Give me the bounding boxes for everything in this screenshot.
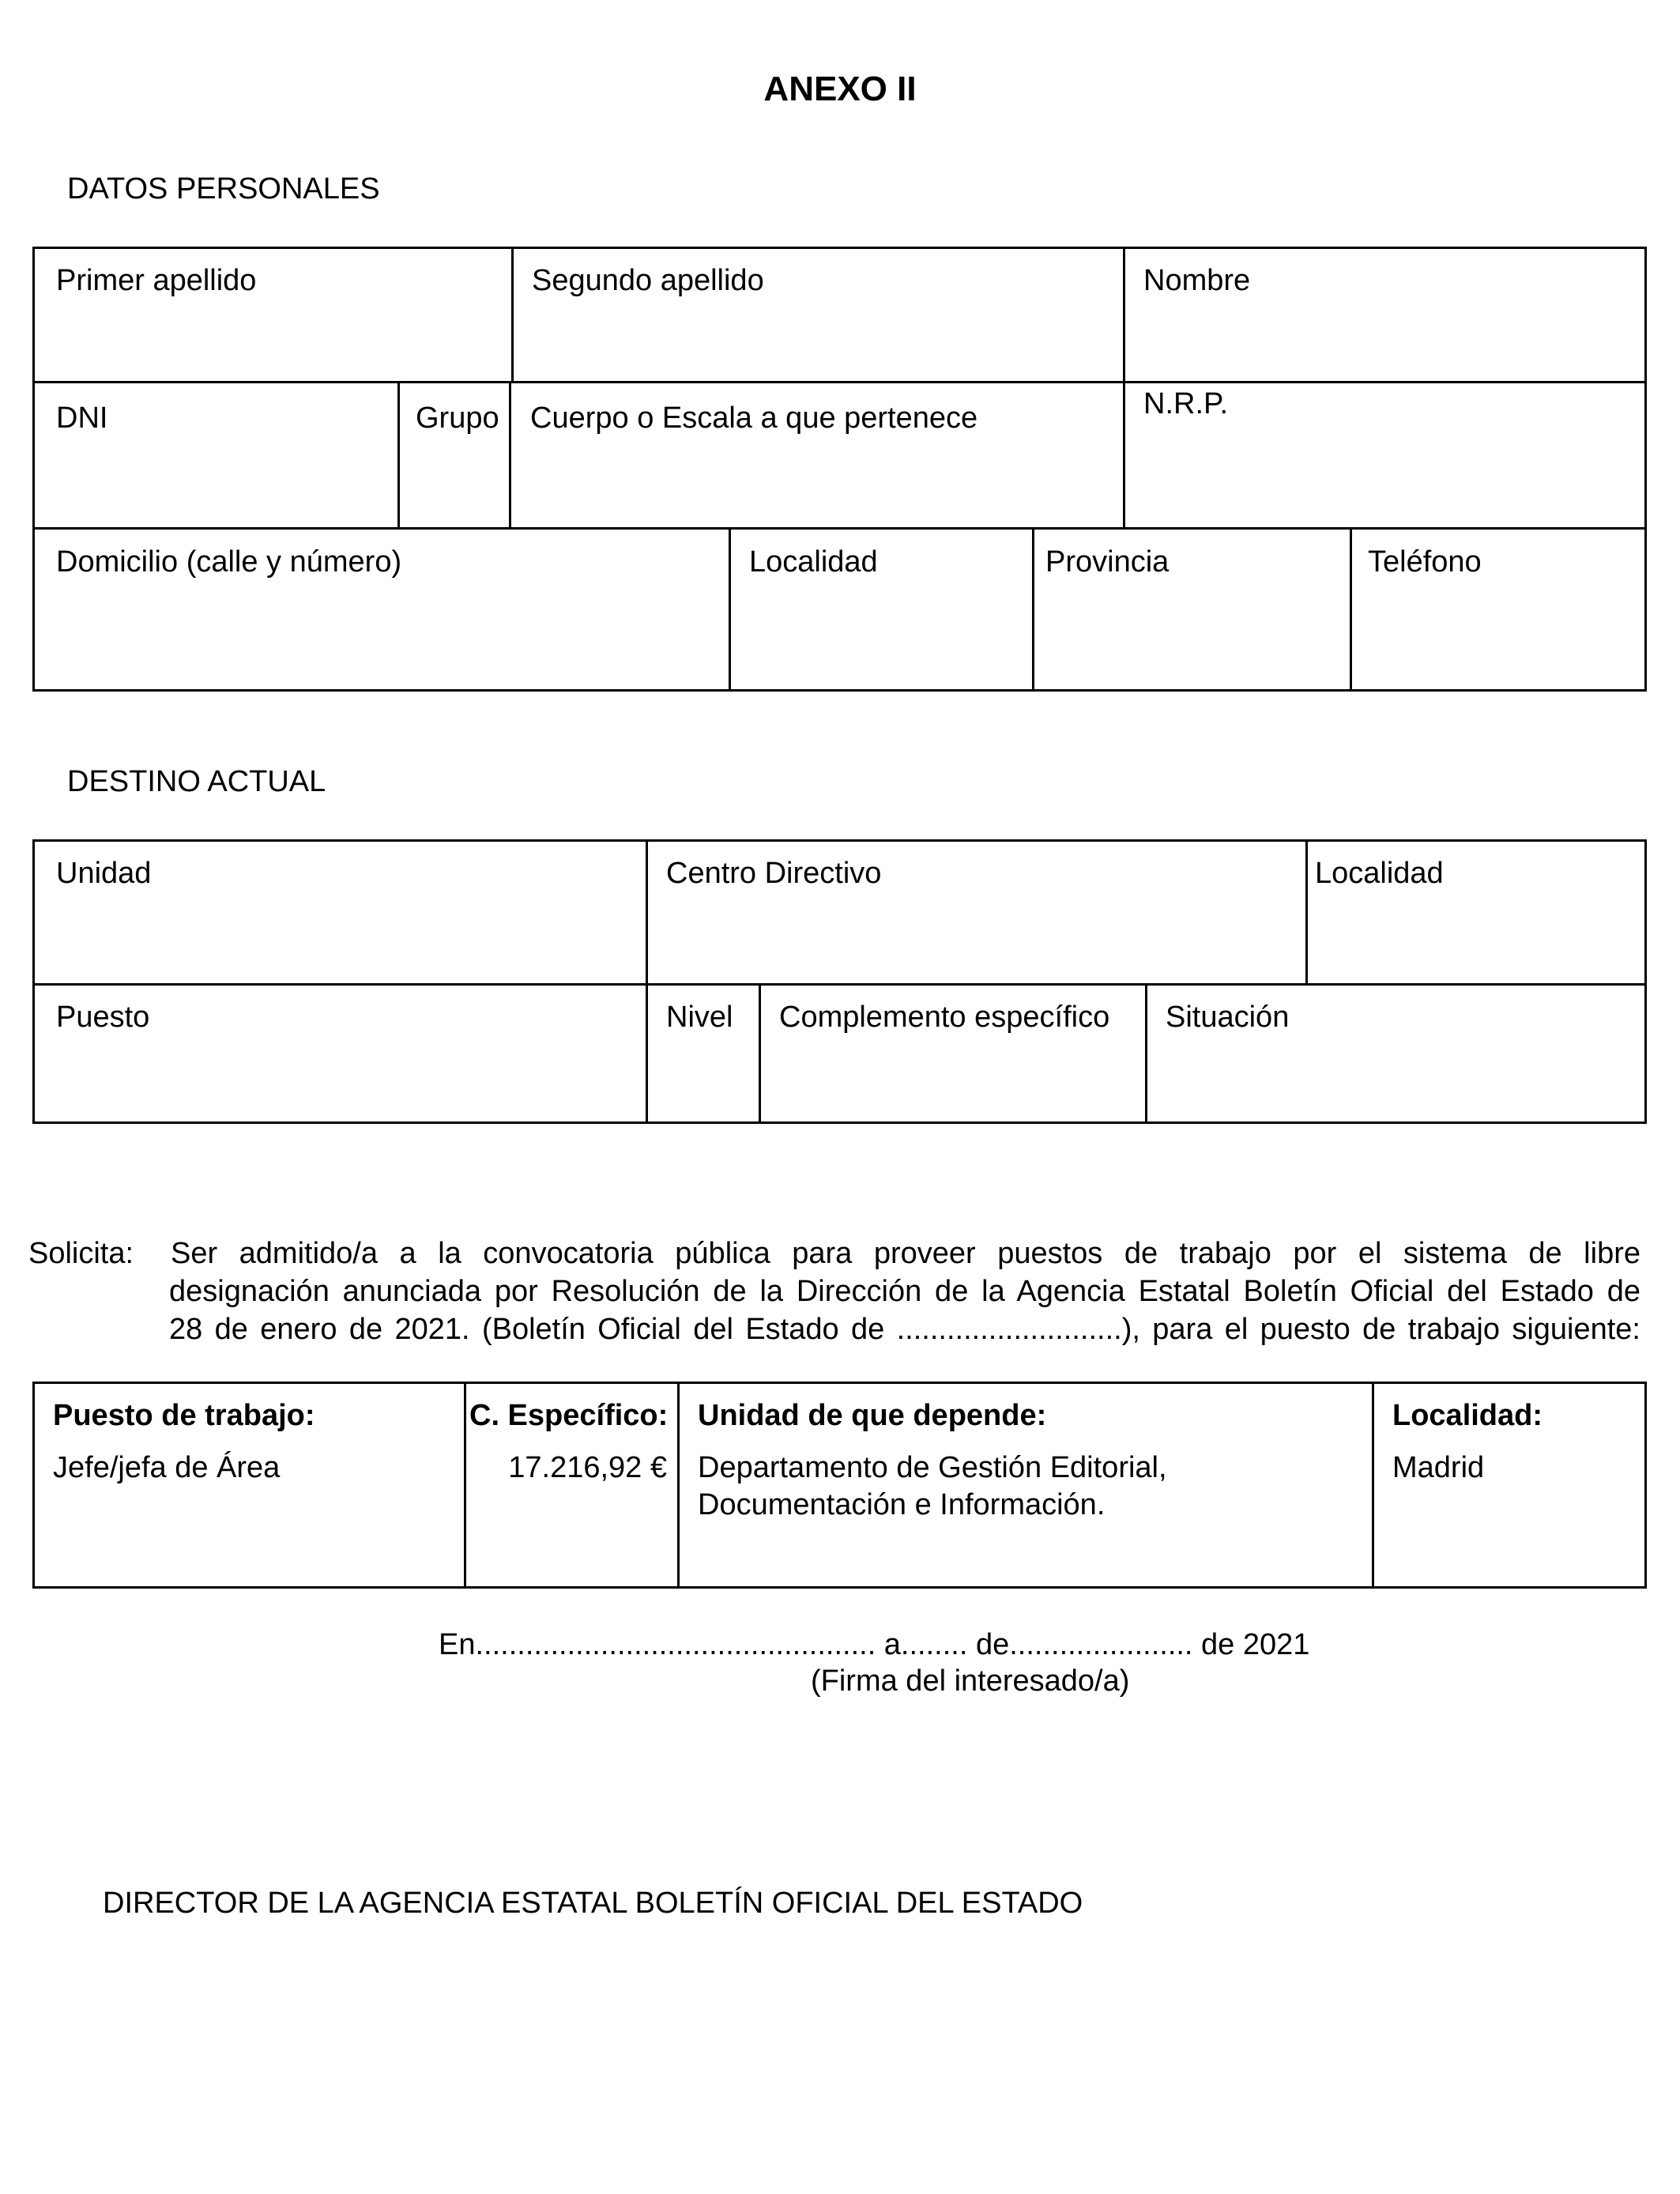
solicita-line-1: Ser admitido/a a la convocatoria pública para proveer puestos de trabajo por el sistema de libre <box>171 1237 1640 1270</box>
solicita-label: Solicita: <box>28 1237 134 1270</box>
field-dni[interactable]: DNI <box>56 401 108 435</box>
table-rule <box>1145 983 1147 1124</box>
field-unidad[interactable]: Unidad <box>56 857 152 890</box>
field-localidad[interactable]: Localidad <box>749 545 878 579</box>
header-c-especifico: C. Específico: <box>469 1399 669 1432</box>
table-rule <box>1305 839 1308 985</box>
field-complemento-especifico[interactable]: Complemento específico <box>779 1001 1110 1034</box>
table-rule <box>677 1382 680 1589</box>
director-addressee: DIRECTOR DE LA AGENCIA ESTATAL BOLETÍN OFICIAL DEL ESTADO <box>103 1887 1083 1920</box>
table-rule <box>759 983 761 1124</box>
table-rule <box>729 527 731 692</box>
table-rule <box>1032 527 1034 692</box>
table-rule <box>32 381 1647 383</box>
table-rule <box>1123 247 1125 529</box>
value-unidad-line-1: Departamento de Gestión Editorial, <box>698 1451 1167 1484</box>
header-localidad: Localidad: <box>1392 1399 1543 1432</box>
field-segundo-apellido[interactable]: Segundo apellido <box>532 264 764 297</box>
table-rule <box>464 1382 466 1589</box>
header-unidad-depende: Unidad de que depende: <box>698 1399 1047 1432</box>
table-rule <box>32 527 1647 530</box>
field-situacion[interactable]: Situación <box>1166 1001 1290 1034</box>
page-title: ANEXO II <box>763 70 917 108</box>
solicita-line-2: designación anunciada por Resolución de la Dirección de la Agencia Estatal Boletín Oficial del Estado de <box>169 1275 1640 1308</box>
solicita-paragraph <box>28 1235 1640 1348</box>
section-heading-datos-personales: DATOS PERSONALES <box>67 172 380 205</box>
field-domicilio[interactable]: Domicilio (calle y número) <box>56 545 402 579</box>
firma-lugar-fecha: En................................................ a........ de...................... de 2021 <box>439 1628 1310 1661</box>
field-centro-directivo[interactable]: Centro Directivo <box>666 857 882 890</box>
field-localidad-destino[interactable]: Localidad <box>1315 857 1444 890</box>
table-rule <box>646 839 648 1124</box>
field-nrp[interactable]: N.R.P. <box>1143 387 1229 420</box>
section-heading-destino-actual: DESTINO ACTUAL <box>67 765 326 798</box>
field-grupo[interactable]: Grupo <box>416 401 499 435</box>
firma-caption: (Firma del interesado/a) <box>811 1664 1130 1698</box>
field-cuerpo-escala[interactable]: Cuerpo o Escala a que pertenece <box>530 401 978 435</box>
field-provincia[interactable]: Provincia <box>1045 545 1170 579</box>
field-primer-apellido[interactable]: Primer apellido <box>56 264 257 297</box>
table-rule <box>1372 1382 1374 1589</box>
table-rule <box>511 247 514 383</box>
value-c-especifico: 17.216,92 € <box>508 1451 667 1484</box>
table-rule <box>32 983 1647 986</box>
field-nivel[interactable]: Nivel <box>666 1001 733 1034</box>
table-rule <box>1350 527 1352 692</box>
value-unidad-line-2: Documentación e Información. <box>698 1488 1106 1521</box>
solicita-line-3: 28 de enero de 2021. (Boletín Oficial del Estado de ...........................), para el puesto de trabajo siguiente: <box>169 1313 1640 1346</box>
header-puesto-trabajo: Puesto de trabajo: <box>53 1399 315 1432</box>
field-telefono[interactable]: Teléfono <box>1368 545 1482 579</box>
table-rule <box>397 381 400 529</box>
datos-personales-table <box>32 247 1647 692</box>
field-puesto[interactable]: Puesto <box>56 1001 150 1034</box>
value-puesto-trabajo: Jefe/jefa de Área <box>53 1451 281 1484</box>
table-rule <box>509 381 511 529</box>
value-localidad: Madrid <box>1392 1451 1485 1484</box>
field-nombre[interactable]: Nombre <box>1143 264 1251 297</box>
